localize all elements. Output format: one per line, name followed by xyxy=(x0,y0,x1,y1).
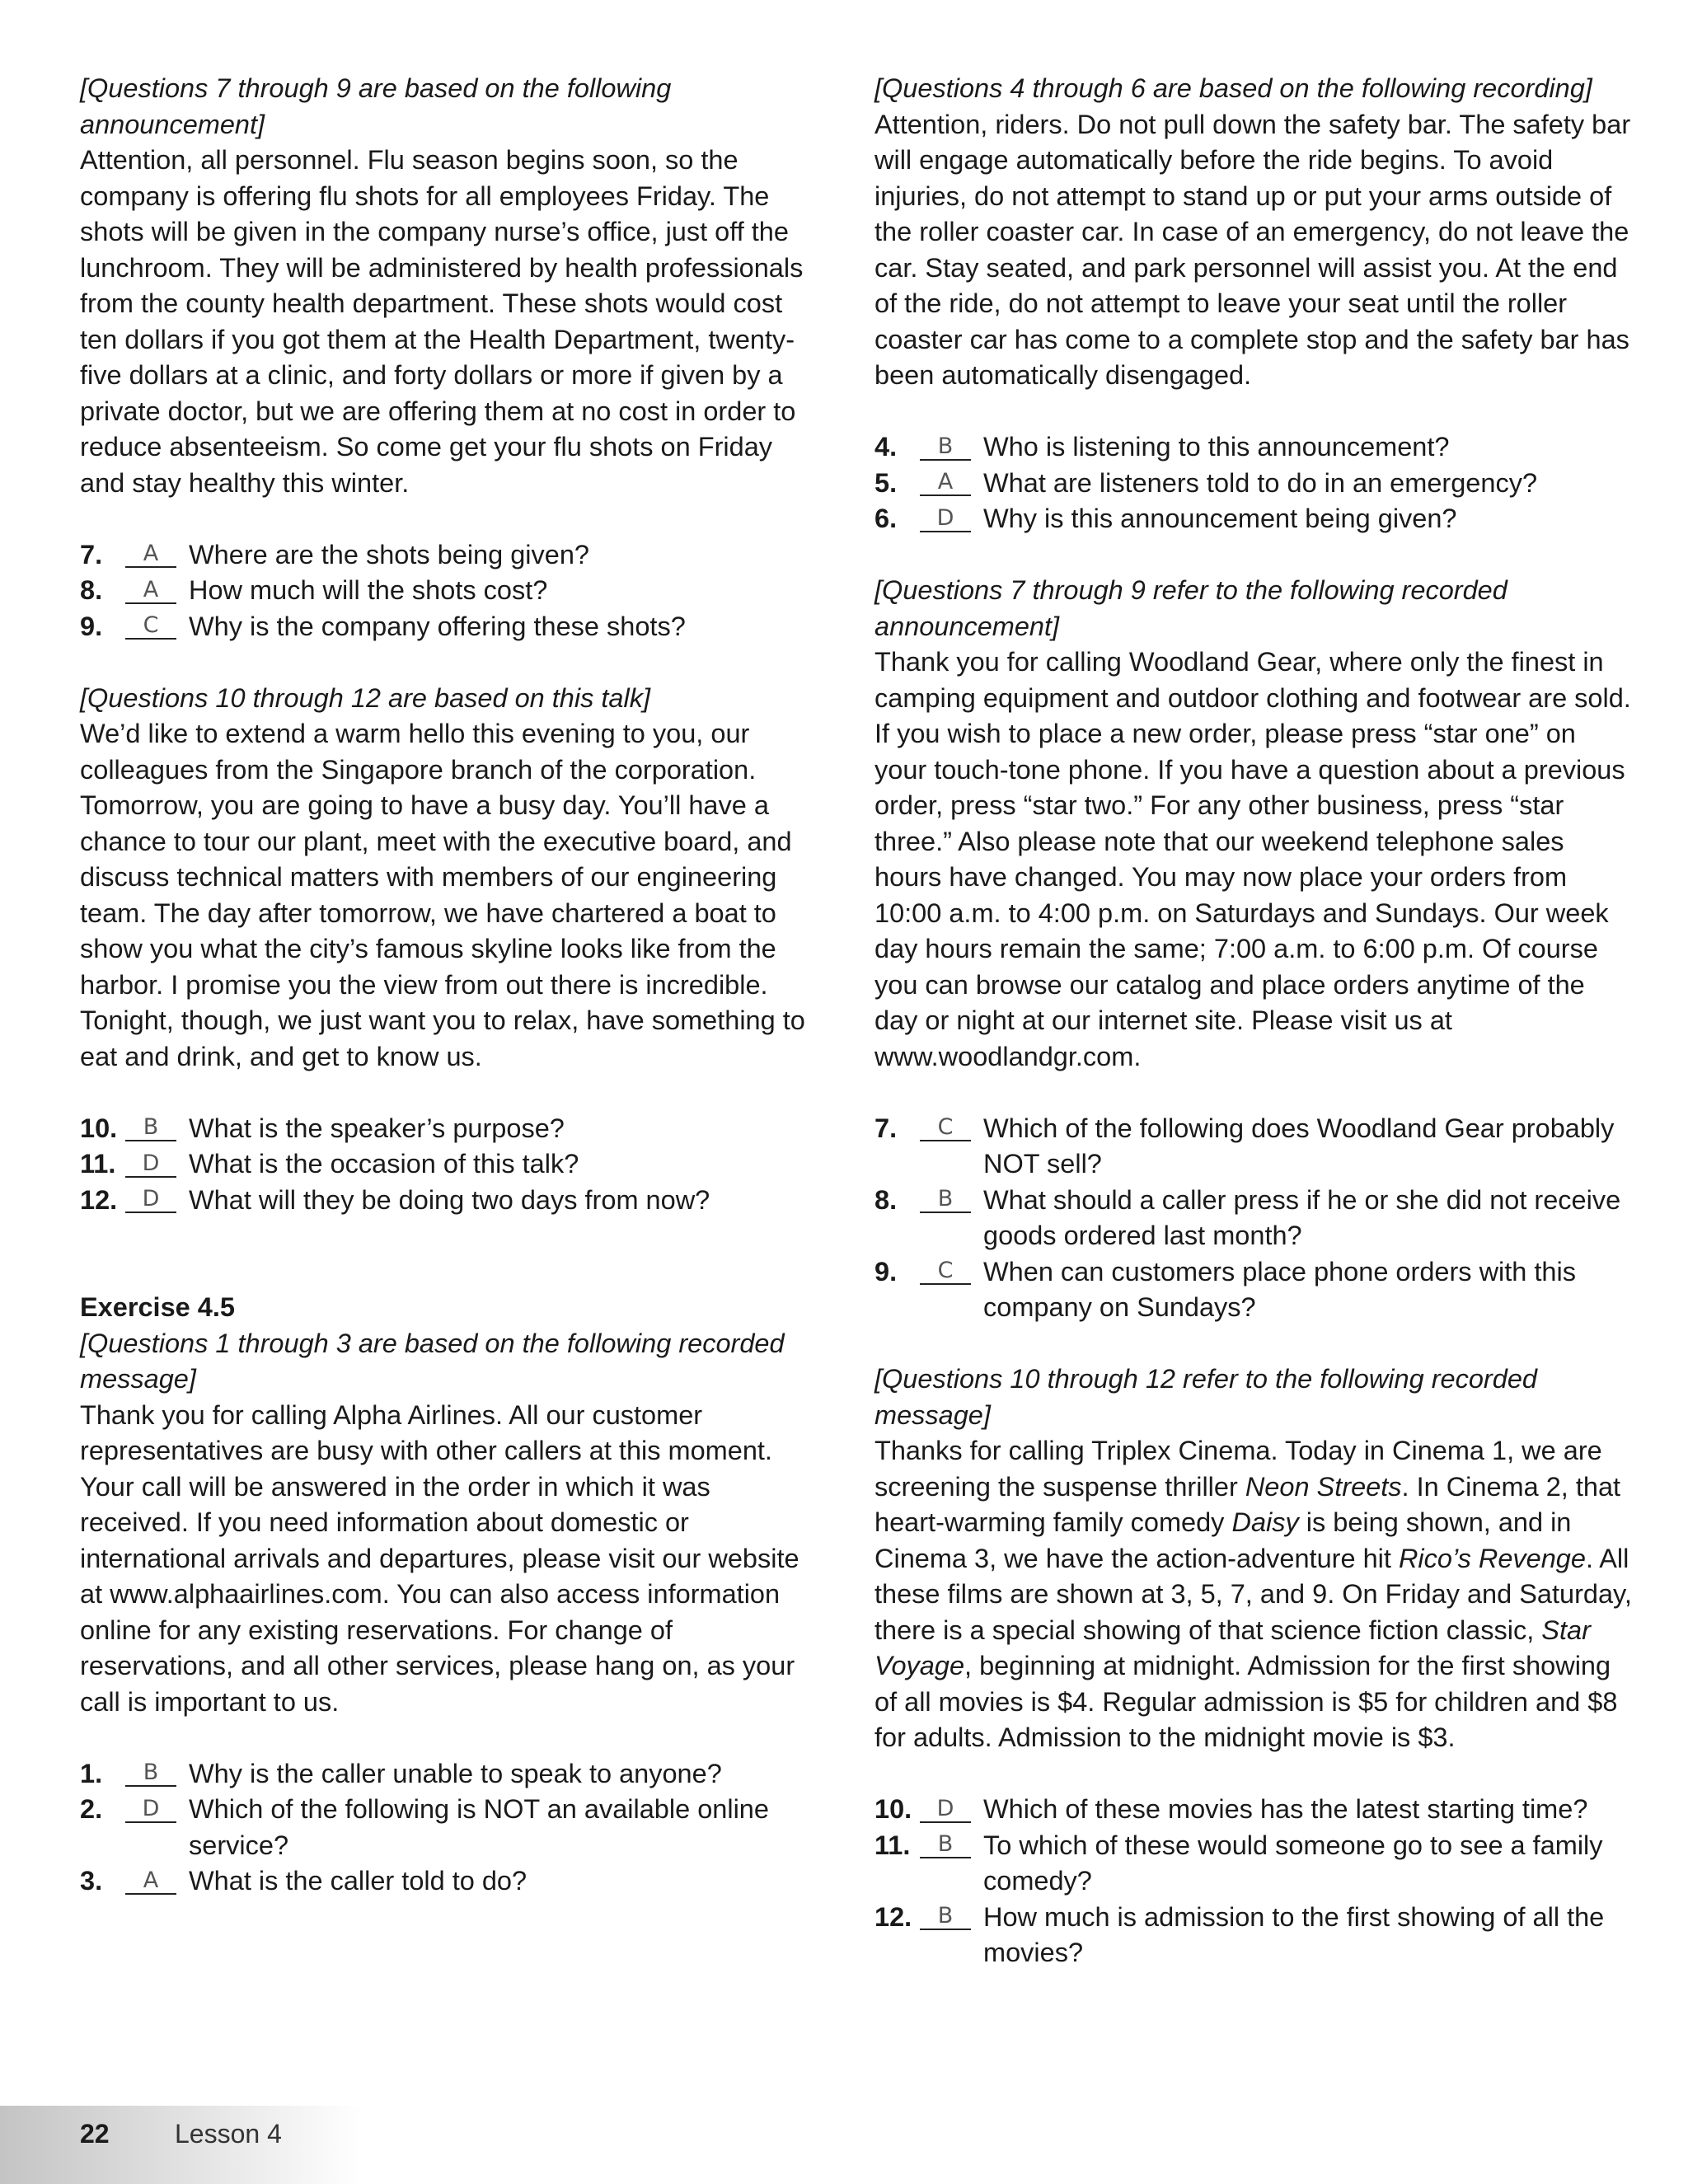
question-text: What is the speaker’s purpose? xyxy=(189,1113,565,1143)
question-item xyxy=(874,1900,1633,1971)
question-list xyxy=(874,1111,1633,1326)
answer-blank xyxy=(125,1146,176,1183)
answer-blank xyxy=(920,1828,971,1864)
exercise-title: Exercise 4.5 xyxy=(80,1292,235,1322)
question-number: 2. xyxy=(80,1794,103,1824)
handwritten-answer: D xyxy=(142,1795,160,1821)
handwritten-answer: D xyxy=(936,1795,954,1821)
question-item xyxy=(874,1792,1633,1828)
answer-blank xyxy=(125,537,176,574)
cinema-text: , beginning at midnight. Admission for the first showing of all movies is $4. Regular admission is $5 for children and $8 for adults. Admission to the midnight movie is $3. xyxy=(874,1651,1618,1752)
film-title: Star Voyage xyxy=(874,1615,1591,1680)
question-list xyxy=(80,1756,822,1900)
answer-blank xyxy=(920,1900,971,1936)
question-text: Which of the following is NOT an available online service? xyxy=(189,1794,769,1860)
handwritten-answer: C xyxy=(143,612,159,638)
heading-questions-1-3: [Questions 1 through 3 are based on the following recorded message] xyxy=(80,1328,785,1394)
handwritten-answer: A xyxy=(143,1867,159,1893)
handwritten-answer: B xyxy=(143,1760,159,1785)
question-number: 11. xyxy=(80,1149,116,1179)
question-item xyxy=(80,609,822,645)
answer-blank xyxy=(920,1792,971,1828)
question-item xyxy=(874,429,1633,466)
heading-questions-4-6: [Questions 4 through 6 are based on the following recording] xyxy=(874,73,1592,103)
film-title: Rico’s Revenge xyxy=(1398,1543,1586,1573)
question-number: 7. xyxy=(874,1113,898,1143)
question-item xyxy=(80,1792,822,1863)
handwritten-answer: A xyxy=(937,469,954,494)
answer-blank xyxy=(125,1863,176,1900)
handwritten-answer: D xyxy=(936,504,954,531)
question-text: Which of the following does Woodland Gear probably NOT sell? xyxy=(983,1113,1615,1179)
question-item xyxy=(80,573,822,609)
answer-blank xyxy=(125,1756,176,1793)
question-list xyxy=(874,429,1633,537)
lesson-label: Lesson 4 xyxy=(175,2119,282,2149)
question-number: 10. xyxy=(874,1794,912,1824)
question-item xyxy=(874,1254,1633,1326)
answer-blank xyxy=(125,1792,176,1828)
question-item xyxy=(80,1146,822,1183)
handwritten-answer: C xyxy=(937,1258,954,1283)
question-text: Why is the caller unable to speak to anyone? xyxy=(189,1758,722,1788)
answer-blank xyxy=(125,573,176,609)
question-list xyxy=(874,1792,1633,1971)
answer-blank xyxy=(125,1111,176,1147)
film-title: Neon Streets xyxy=(1245,1471,1402,1502)
answer-blank xyxy=(125,1183,176,1219)
answer-blank xyxy=(125,609,176,645)
answer-blank xyxy=(920,1183,971,1219)
question-text: What are listeners told to do in an emergency? xyxy=(983,467,1538,498)
question-number: 12. xyxy=(80,1184,118,1215)
right-column xyxy=(874,71,1633,1971)
cinema-text: Thanks for calling Triplex Cinema. Today in Cinema 1, we are screening the suspense thriller xyxy=(874,1436,1602,1502)
cinema-text: . In Cinema 2, that heart-warming family comedy xyxy=(874,1471,1621,1537)
question-number: 1. xyxy=(80,1758,103,1788)
question-text: Which of these movies has the latest starting time? xyxy=(983,1794,1588,1824)
question-number: 7. xyxy=(80,539,103,569)
handwritten-answer: C xyxy=(937,1114,954,1140)
question-item xyxy=(874,466,1633,502)
question-text: What will they be doing two days from now? xyxy=(189,1184,710,1215)
question-text: How much is admission to the first showing of all the movies? xyxy=(983,1901,1605,1967)
heading-questions-10-12-recorded: [Questions 10 through 12 refer to the following recorded message] xyxy=(874,1364,1537,1430)
question-text: When can customers place phone orders with this company on Sundays? xyxy=(983,1256,1576,1322)
question-item xyxy=(80,1111,822,1147)
question-item xyxy=(874,1183,1633,1254)
woodland-gear-message: Thank you for calling Woodland Gear, where only the finest in camping equipment and outdoor clothing and footwear are sold. If you wish to place a new order, please press “star one” on your touch-tone phone. If you have a question about a previous order, press “star two.” For any other business, press “star three.” Also please note that our weekend telephone sales hours have changed. You may now place your orders from 10:00 a.m. to 4:00 p.m. on Saturdays and Sundays. Our week day hours remain the same; 7:00 a.m. to 6:00 p.m. Of course you can browse our catalog and place orders anytime of the day or night at our internet site. Please visit us at www.woodlandgr.com. xyxy=(874,647,1631,1071)
question-number: 9. xyxy=(874,1256,898,1286)
question-list xyxy=(80,537,822,645)
question-text: How much will the shots cost? xyxy=(189,575,548,605)
question-number: 11. xyxy=(874,1830,911,1860)
question-item xyxy=(80,537,822,574)
heading-questions-7-9: [Questions 7 through 9 are based on the following announcement] xyxy=(80,73,672,139)
heading-questions-7-9-recorded: [Questions 7 through 9 refer to the following recorded announcement] xyxy=(874,575,1507,641)
question-number: 8. xyxy=(874,1184,898,1215)
handwritten-answer: D xyxy=(142,1150,160,1176)
handwritten-answer: D xyxy=(142,1186,160,1212)
handwritten-answer: B xyxy=(937,1186,954,1212)
handwritten-answer: B xyxy=(937,1831,954,1857)
triplex-cinema-message xyxy=(874,1433,1633,1756)
handwritten-answer: B xyxy=(143,1114,159,1140)
handwritten-answer: A xyxy=(143,541,159,566)
film-title: Daisy xyxy=(1231,1507,1299,1537)
answer-blank xyxy=(920,429,971,466)
question-number: 6. xyxy=(874,504,898,533)
roller-coaster-recording: Attention, riders. Do not pull down the safety bar. The safety bar will engage automatically before the ride begins. To avoid injuries, do not attempt to stand up or put your arms outside of the roller coaster car. In case of an emergency, do not leave the car. Stay seated, and park personnel will assist you. At the end of the ride, do not attempt to leave your seat until the roller coaster car has come to a complete stop and the safety bar has been automatically disengaged. xyxy=(874,109,1631,390)
question-text: To which of these would someone go to see a family comedy? xyxy=(983,1830,1603,1896)
question-item xyxy=(80,1183,822,1219)
question-text: Why is this announcement being given? xyxy=(983,504,1457,533)
handwritten-answer: B xyxy=(937,1903,954,1929)
answer-blank xyxy=(920,466,971,502)
question-text: Who is listening to this announcement? xyxy=(983,432,1450,462)
question-number: 12. xyxy=(874,1901,912,1932)
heading-questions-10-12: [Questions 10 through 12 are based on this talk] xyxy=(80,682,650,713)
welcome-talk: We’d like to extend a warm hello this evening to you, our colleagues from the Singapore branch of the corporation. Tomorrow, you are going to have a busy day. You’ll have a chance to tour our plant, meet with the executive board, and discuss technical matters with members of our engineering team. The day after tomorrow, we have chartered a boat to show you what the city’s famous skyline looks like from the harbor. I promise you the view from out there is incredible. Tonight, though, we just want you to relax, have something to eat and drink, and get to know us. xyxy=(80,719,805,1071)
airline-message: Thank you for calling Alpha Airlines. All our customer representatives are busy with other callers at this moment. Your call will be answered in the order in which it was received. If you need information about domestic or international arrivals and departures, please visit our website at www.alphaairlines.com. You can also access information online for any existing reservations. For change of reservations, and all other services, please hang on, as your call is important to us. xyxy=(80,1399,799,1717)
question-item xyxy=(874,1111,1633,1183)
flu-shot-announcement: Attention, all personnel. Flu season begins soon, so the company is offering flu shots for all employees Friday. The shots will be given in the company nurse’s office, just off the lunchroom. They will be administered by health professionals from the county health department. These shots would cost ten dollars if you got them at the Health Department, twenty-five dollars at a clinic, and forty dollars or more if given by a private doctor, but we are offering them at no cost in order to reduce absenteeism. So come get your flu shots on Friday and stay healthy this winter. xyxy=(80,145,804,498)
question-text: What is the caller told to do? xyxy=(189,1866,528,1896)
question-number: 4. xyxy=(874,432,898,462)
handwritten-answer: B xyxy=(937,433,954,459)
question-list xyxy=(80,1111,822,1219)
question-number: 5. xyxy=(874,467,898,498)
question-number: 3. xyxy=(80,1866,103,1896)
question-item xyxy=(80,1863,822,1900)
question-number: 10. xyxy=(80,1113,118,1143)
page-number: 22 xyxy=(80,2119,110,2149)
cinema-text: . All these films are shown at 3, 5, 7, and 9. On Friday and Saturday, there is a special showing of that science fiction classic, xyxy=(874,1543,1632,1645)
question-item xyxy=(874,501,1633,537)
answer-blank xyxy=(920,501,971,537)
handwritten-answer: A xyxy=(143,576,159,602)
cinema-text: is being shown, and in Cinema 3, we have the action-adventure hit xyxy=(874,1507,1572,1573)
question-item xyxy=(80,1756,822,1793)
question-number: 8. xyxy=(80,575,103,605)
question-text: Where are the shots being given? xyxy=(189,539,589,569)
question-text: Why is the company offering these shots? xyxy=(189,611,686,641)
answer-blank xyxy=(920,1254,971,1291)
left-column xyxy=(80,71,822,1900)
answer-blank xyxy=(920,1111,971,1147)
question-text: What is the occasion of this talk? xyxy=(189,1149,579,1179)
question-text: What should a caller press if he or she did not receive goods ordered last month? xyxy=(983,1184,1621,1250)
question-item xyxy=(874,1828,1633,1900)
question-number: 9. xyxy=(80,611,103,641)
